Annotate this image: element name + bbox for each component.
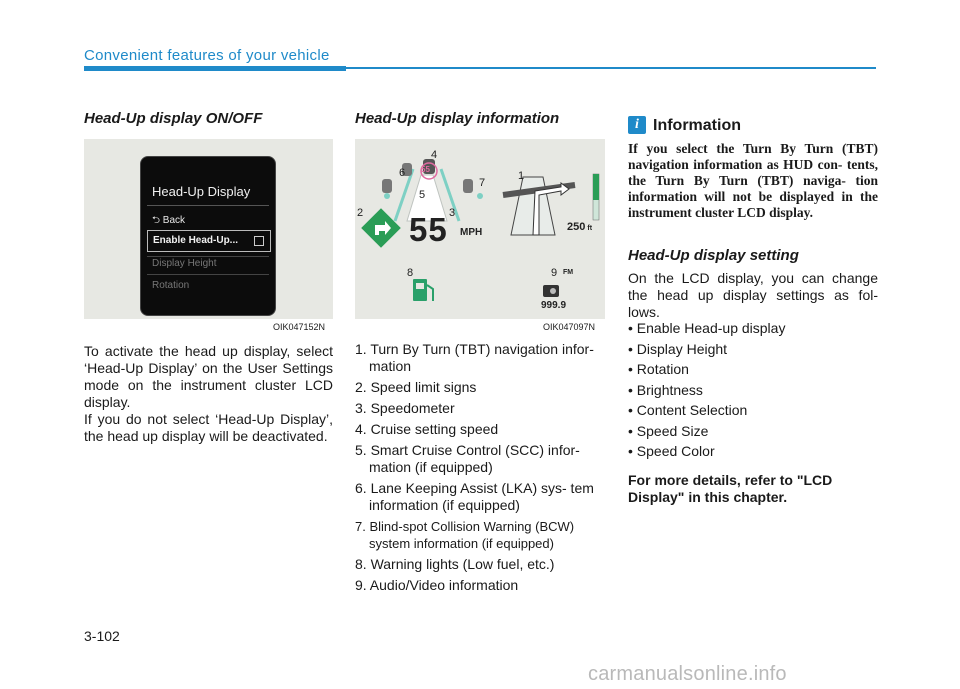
car-icon — [463, 179, 473, 193]
speed-unit: MPH — [460, 227, 483, 238]
info-heading: Head-Up display information — [355, 110, 560, 127]
callout-2: 2 — [357, 207, 364, 219]
settings-list — [628, 318, 878, 462]
lcd-screen — [140, 156, 276, 316]
setting-heading: Head-Up display setting — [628, 247, 799, 264]
callout-4: 4 — [431, 149, 438, 161]
list-item: • Speed Color — [628, 443, 715, 459]
onoff-paragraph-1: To activate the head up display, select ‘Head-Up Display’ on the User Settings mode on the instrument cluster LCD display. — [84, 343, 333, 410]
figure-code: OIK047097N — [543, 322, 596, 332]
list-item: 3. Speedometer — [355, 400, 455, 416]
lcd-divider — [147, 274, 269, 275]
callout-9: 9 — [551, 267, 558, 279]
hud-figure — [355, 139, 605, 319]
lcd-back-item[interactable] — [152, 213, 185, 230]
list-item: • Speed Size — [628, 422, 709, 439]
info-icon: i — [628, 116, 646, 134]
header-rule — [346, 67, 876, 69]
lcd-title: Head-Up Display — [152, 184, 251, 199]
speed-limit-value: 55 — [421, 165, 430, 174]
onoff-paragraph-2: If you do not select ‘Head-Up Display’, the head up display will be deactivated. — [84, 411, 333, 444]
radio-icon — [543, 285, 559, 297]
fm-label: FM — [563, 269, 574, 276]
reference-paragraph: For more details, refer to "LCD Display" in this chapter. — [628, 472, 833, 505]
car-icon — [382, 179, 392, 193]
speed-value: 55 — [409, 211, 448, 248]
list-item: 8. Warning lights (Low fuel, etc.) — [355, 556, 555, 572]
distance-unit: ft — [587, 225, 593, 232]
setting-paragraph: On the LCD display, you can change the head up display settings as fol- lows. — [628, 270, 878, 320]
callout-8: 8 — [407, 267, 414, 279]
callout-3: 3 — [449, 207, 456, 219]
frequency-value: 999.9 — [541, 300, 567, 311]
callout-5: 5 — [419, 189, 426, 201]
list-item: 9. Audio/Video information — [355, 577, 519, 593]
list-item: • Content Selection — [628, 402, 748, 418]
header-bar — [84, 66, 346, 71]
list-item: • Rotation — [628, 361, 689, 377]
onoff-heading: Head-Up display ON/OFF — [84, 110, 263, 127]
back-arrow-icon: ⮌ — [152, 215, 161, 226]
callout-6: 6 — [399, 167, 406, 179]
list-item: • Display Height — [628, 340, 728, 357]
list-item: 2. Speed limit signs — [355, 379, 477, 395]
distance-bar-fill — [593, 174, 599, 200]
lcd-menu-figure — [84, 139, 333, 319]
lcd-divider — [147, 205, 269, 206]
callout-7: 7 — [479, 177, 486, 189]
info-title: Information — [653, 117, 741, 134]
fuel-warning-icon — [413, 279, 433, 301]
header-title: Convenient features of your vehicle — [84, 47, 330, 64]
lcd-divider — [147, 256, 269, 257]
info-note: If you select the Turn By Turn (TBT) navigation information as HUD con- tents, the Turn By Turn (TBT) naviga- tion information will not be displayed in the instrument cluster LCD display. — [628, 141, 878, 220]
list-item: 1. Turn By Turn (TBT) navigation infor- mation — [355, 341, 594, 374]
list-item: • Brightness — [628, 381, 703, 398]
lcd-item-height[interactable]: Display Height — [152, 258, 217, 269]
list-item: 4. Cruise setting speed — [355, 421, 499, 437]
list-item: 6. Lane Keeping Assist (LKA) sys- tem information (if equipped) — [355, 480, 594, 513]
figure-code: OIK047152N — [273, 322, 326, 332]
lcd-item-label: Enable Head-Up... — [153, 235, 239, 246]
hud-info-list — [355, 341, 605, 598]
lcd-selected-item[interactable] — [147, 230, 271, 252]
lcd-item-rotation[interactable]: Rotation — [152, 280, 190, 291]
distance-number: 250 — [567, 221, 586, 233]
bcw-indicator-icon — [477, 193, 483, 199]
list-item: • Enable Head-up display — [628, 320, 786, 336]
bcw-indicator-icon — [384, 193, 390, 199]
callout-1: 1 — [518, 170, 525, 182]
page-number: 3-102 — [84, 628, 120, 644]
lcd-back-label: Back — [162, 215, 186, 226]
list-item: 5. Smart Cruise Control (SCC) infor- mation (if equipped) — [355, 442, 580, 475]
list-item: 7. Blind-spot Collision Warning (BCW) system information (if equipped) — [355, 519, 575, 551]
distance-value — [567, 221, 592, 233]
watermark: carmanualsonline.info — [588, 663, 787, 685]
checkbox-icon — [254, 236, 264, 246]
